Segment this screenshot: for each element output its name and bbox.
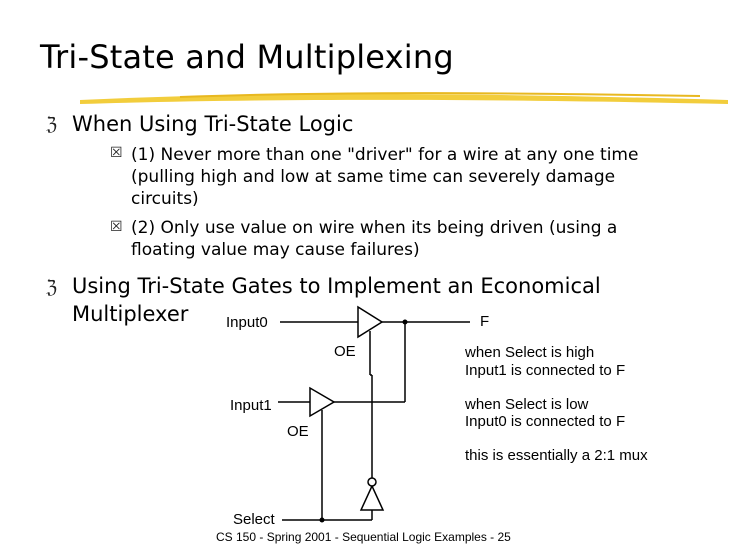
bullet-2-line2: Multiplexer: [72, 302, 189, 326]
oe-top-label: OE: [334, 343, 356, 360]
slide-title: Tri-State and Multiplexing: [40, 38, 454, 76]
note-select-high-line1: when Select is high: [465, 344, 595, 361]
select-label: Select: [233, 511, 275, 528]
oe-bottom-label: OE: [287, 423, 309, 440]
sub-bullet-1-line2: (pulling high and low at same time can severely damage: [131, 167, 616, 187]
output-f-label: F: [480, 313, 490, 330]
input1-label: Input1: [230, 397, 272, 414]
slide-footer: CS 150 - Spring 2001 - Sequential Logic Examples - 25: [216, 530, 511, 544]
bullet-y-icon: ☒: [110, 219, 123, 235]
note-mux: this is essentially a 2:1 mux: [465, 447, 648, 464]
input0-label: Input0: [226, 314, 268, 331]
sub-bullet-1-line1: (1) Never more than one "driver" for a wire at any one time: [131, 145, 639, 165]
bullet-z-icon: ℨ: [46, 277, 58, 298]
note-select-low-line2: Input0 is connected to F: [465, 413, 626, 430]
bullet-z-icon: ℨ: [46, 114, 58, 135]
note-select-high-line2: Input1 is connected to F: [465, 362, 626, 379]
junction-dot: [320, 518, 325, 523]
bullet-y-icon: ☒: [110, 145, 123, 161]
note-select-low-line1: when Select is low: [465, 396, 589, 413]
bullet-2-line1: Using Tri-State Gates to Implement an Economical: [72, 274, 601, 298]
sub-bullet-1-line3: circuits): [131, 189, 199, 209]
bullet-1-text: When Using Tri-State Logic: [72, 112, 354, 136]
sub-bullet-2-line1: (2) Only use value on wire when its being driven (using a: [131, 218, 618, 238]
sub-bullet-2-line2: floating value may cause failures): [131, 240, 420, 260]
junction-dot: [403, 320, 408, 325]
